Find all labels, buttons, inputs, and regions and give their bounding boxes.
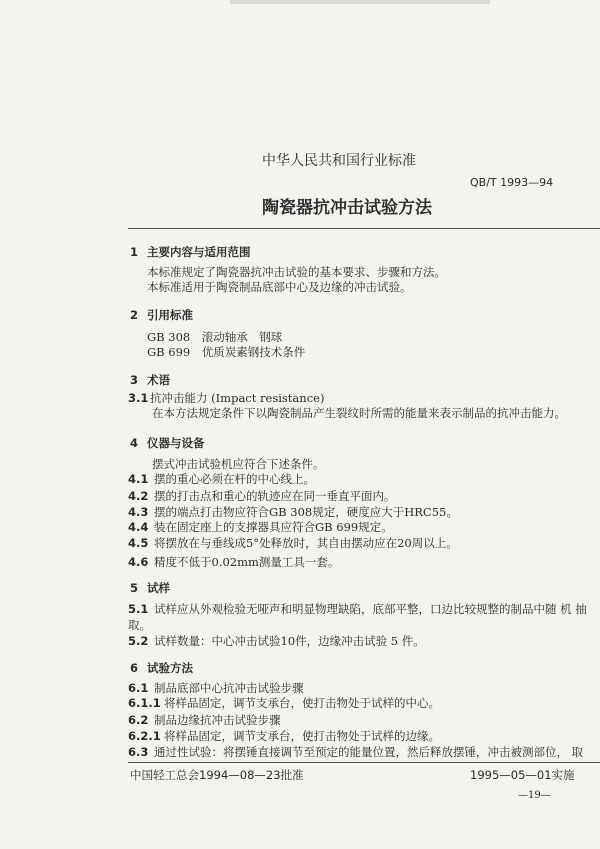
clause bbox=[128, 391, 324, 405]
issuing-authority: 中华人民共和国行业标准 bbox=[262, 153, 416, 169]
paragraph: 本标准适用于陶瓷制品底部中心及边缘的冲击试验。 bbox=[147, 280, 412, 294]
clause-text: 将摆放在与垂线成5°处释放时，其自由摆动应在20周以上。 bbox=[154, 536, 458, 550]
clause-continuation: 取。 bbox=[128, 618, 151, 632]
clause-text: 摆的打击点和重心的轨迹应在同一垂直平面内。 bbox=[154, 489, 396, 503]
clause-number: 3.1 bbox=[128, 391, 149, 405]
clause-number: 6.1.1 bbox=[128, 696, 161, 710]
standard-code: QB/T 1993—94 bbox=[470, 176, 554, 189]
clause bbox=[128, 489, 396, 503]
paragraph: 摆式冲击试验机应符合下述条件。 bbox=[152, 457, 325, 471]
clause bbox=[128, 536, 458, 550]
clause bbox=[128, 729, 440, 743]
clause-number: 6.3 bbox=[128, 745, 149, 759]
page-number: —19— bbox=[518, 790, 551, 801]
section-title: 主要内容与适用范围 bbox=[147, 245, 251, 259]
clause bbox=[128, 634, 425, 648]
effective-date: 1995—05—01实施 bbox=[470, 768, 575, 782]
clause-number: 6.2 bbox=[128, 713, 149, 727]
section-title: 试验方法 bbox=[147, 661, 193, 675]
section-6-heading bbox=[130, 661, 193, 675]
section-title: 引用标准 bbox=[147, 308, 193, 322]
clause-text: 抗冲击能力 (Impact resistance) bbox=[150, 391, 325, 405]
section-title: 仪器与设备 bbox=[147, 436, 205, 450]
clause bbox=[128, 555, 339, 569]
clause-text: 精度不低于0.02mm测量工具一套。 bbox=[154, 555, 340, 569]
clause-text: 将样品固定，调节支承台，使打击物处于试样的中心。 bbox=[164, 696, 440, 710]
section-number: 4 bbox=[130, 436, 139, 450]
clause-number: 6.1 bbox=[128, 681, 149, 695]
clause-number: 4.5 bbox=[128, 536, 149, 550]
section-number: 2 bbox=[130, 308, 139, 322]
approval-date: 中国轻工总会1994—08—23批准 bbox=[130, 768, 304, 782]
clause bbox=[128, 713, 281, 727]
clause-text: 摆的重心必须在杆的中心线上。 bbox=[154, 472, 315, 486]
clause-number: 5.2 bbox=[128, 634, 149, 648]
clause-text: 将样品固定，调节支承台，使打击物处于试样的边缘。 bbox=[164, 729, 440, 743]
clause bbox=[128, 602, 587, 616]
clause-number: 4.4 bbox=[128, 520, 149, 534]
clause bbox=[128, 681, 304, 695]
reference-item: GB 308 滚动轴承 钢球 bbox=[147, 330, 283, 344]
clause-number: 6.2.1 bbox=[128, 729, 161, 743]
reference-item: GB 699 优质炭素钢技术条件 bbox=[147, 345, 306, 359]
clause-text: 制品边缘抗冲击试验步骤 bbox=[154, 713, 281, 727]
clause-text: 试样应从外观检验无哑声和明显物理缺陷，底部平整，口边比较规整的制品中随 机 抽 bbox=[154, 602, 587, 616]
clause bbox=[128, 696, 440, 710]
clause bbox=[128, 520, 393, 534]
section-1-heading bbox=[130, 245, 251, 259]
clause-text: 装在固定座上的支撑器具应符合GB 699规定。 bbox=[154, 520, 393, 534]
section-title: 试样 bbox=[147, 581, 170, 595]
title-rule bbox=[128, 228, 600, 229]
clause-text: 试样数量：中心冲击试验10件，边缘冲击试验 5 件。 bbox=[154, 634, 425, 648]
section-4-heading bbox=[130, 436, 205, 450]
section-title: 术语 bbox=[147, 373, 170, 387]
clause-text: 通过性试验：将摆锤直接调节至预定的能量位置，然后释放摆锤，冲击被测部位， 取 bbox=[154, 745, 584, 759]
clause-number: 5.1 bbox=[128, 602, 149, 616]
section-number: 5 bbox=[130, 581, 139, 595]
clause-number: 4.6 bbox=[128, 555, 149, 569]
paragraph: 本标准规定了陶瓷器抗冲击试验的基本要求、步骤和方法。 bbox=[147, 265, 446, 279]
document-title: 陶瓷器抗冲击试验方法 bbox=[262, 198, 432, 218]
clause-text: 制品底部中心抗冲击试验步骤 bbox=[154, 681, 304, 695]
clause-text: 摆的端点打击物应符合GB 308规定，硬度应大于HRC55。 bbox=[154, 505, 458, 519]
section-2-heading bbox=[130, 308, 193, 322]
section-number: 6 bbox=[130, 661, 139, 675]
section-number: 3 bbox=[130, 373, 139, 387]
section-3-heading bbox=[130, 373, 170, 387]
scan-artifact bbox=[230, 0, 490, 4]
clause-number: 4.1 bbox=[128, 472, 149, 486]
section-5-heading bbox=[130, 581, 170, 595]
paragraph: 在本方法规定条件下以陶瓷制品产生裂纹时所需的能量来表示制品的抗冲击能力。 bbox=[152, 406, 566, 420]
clause bbox=[128, 472, 315, 486]
footer-rule bbox=[128, 762, 600, 763]
clause-number: 4.3 bbox=[128, 505, 149, 519]
clause bbox=[128, 505, 458, 519]
section-number: 1 bbox=[130, 245, 139, 259]
clause bbox=[128, 745, 583, 759]
clause-number: 4.2 bbox=[128, 489, 149, 503]
